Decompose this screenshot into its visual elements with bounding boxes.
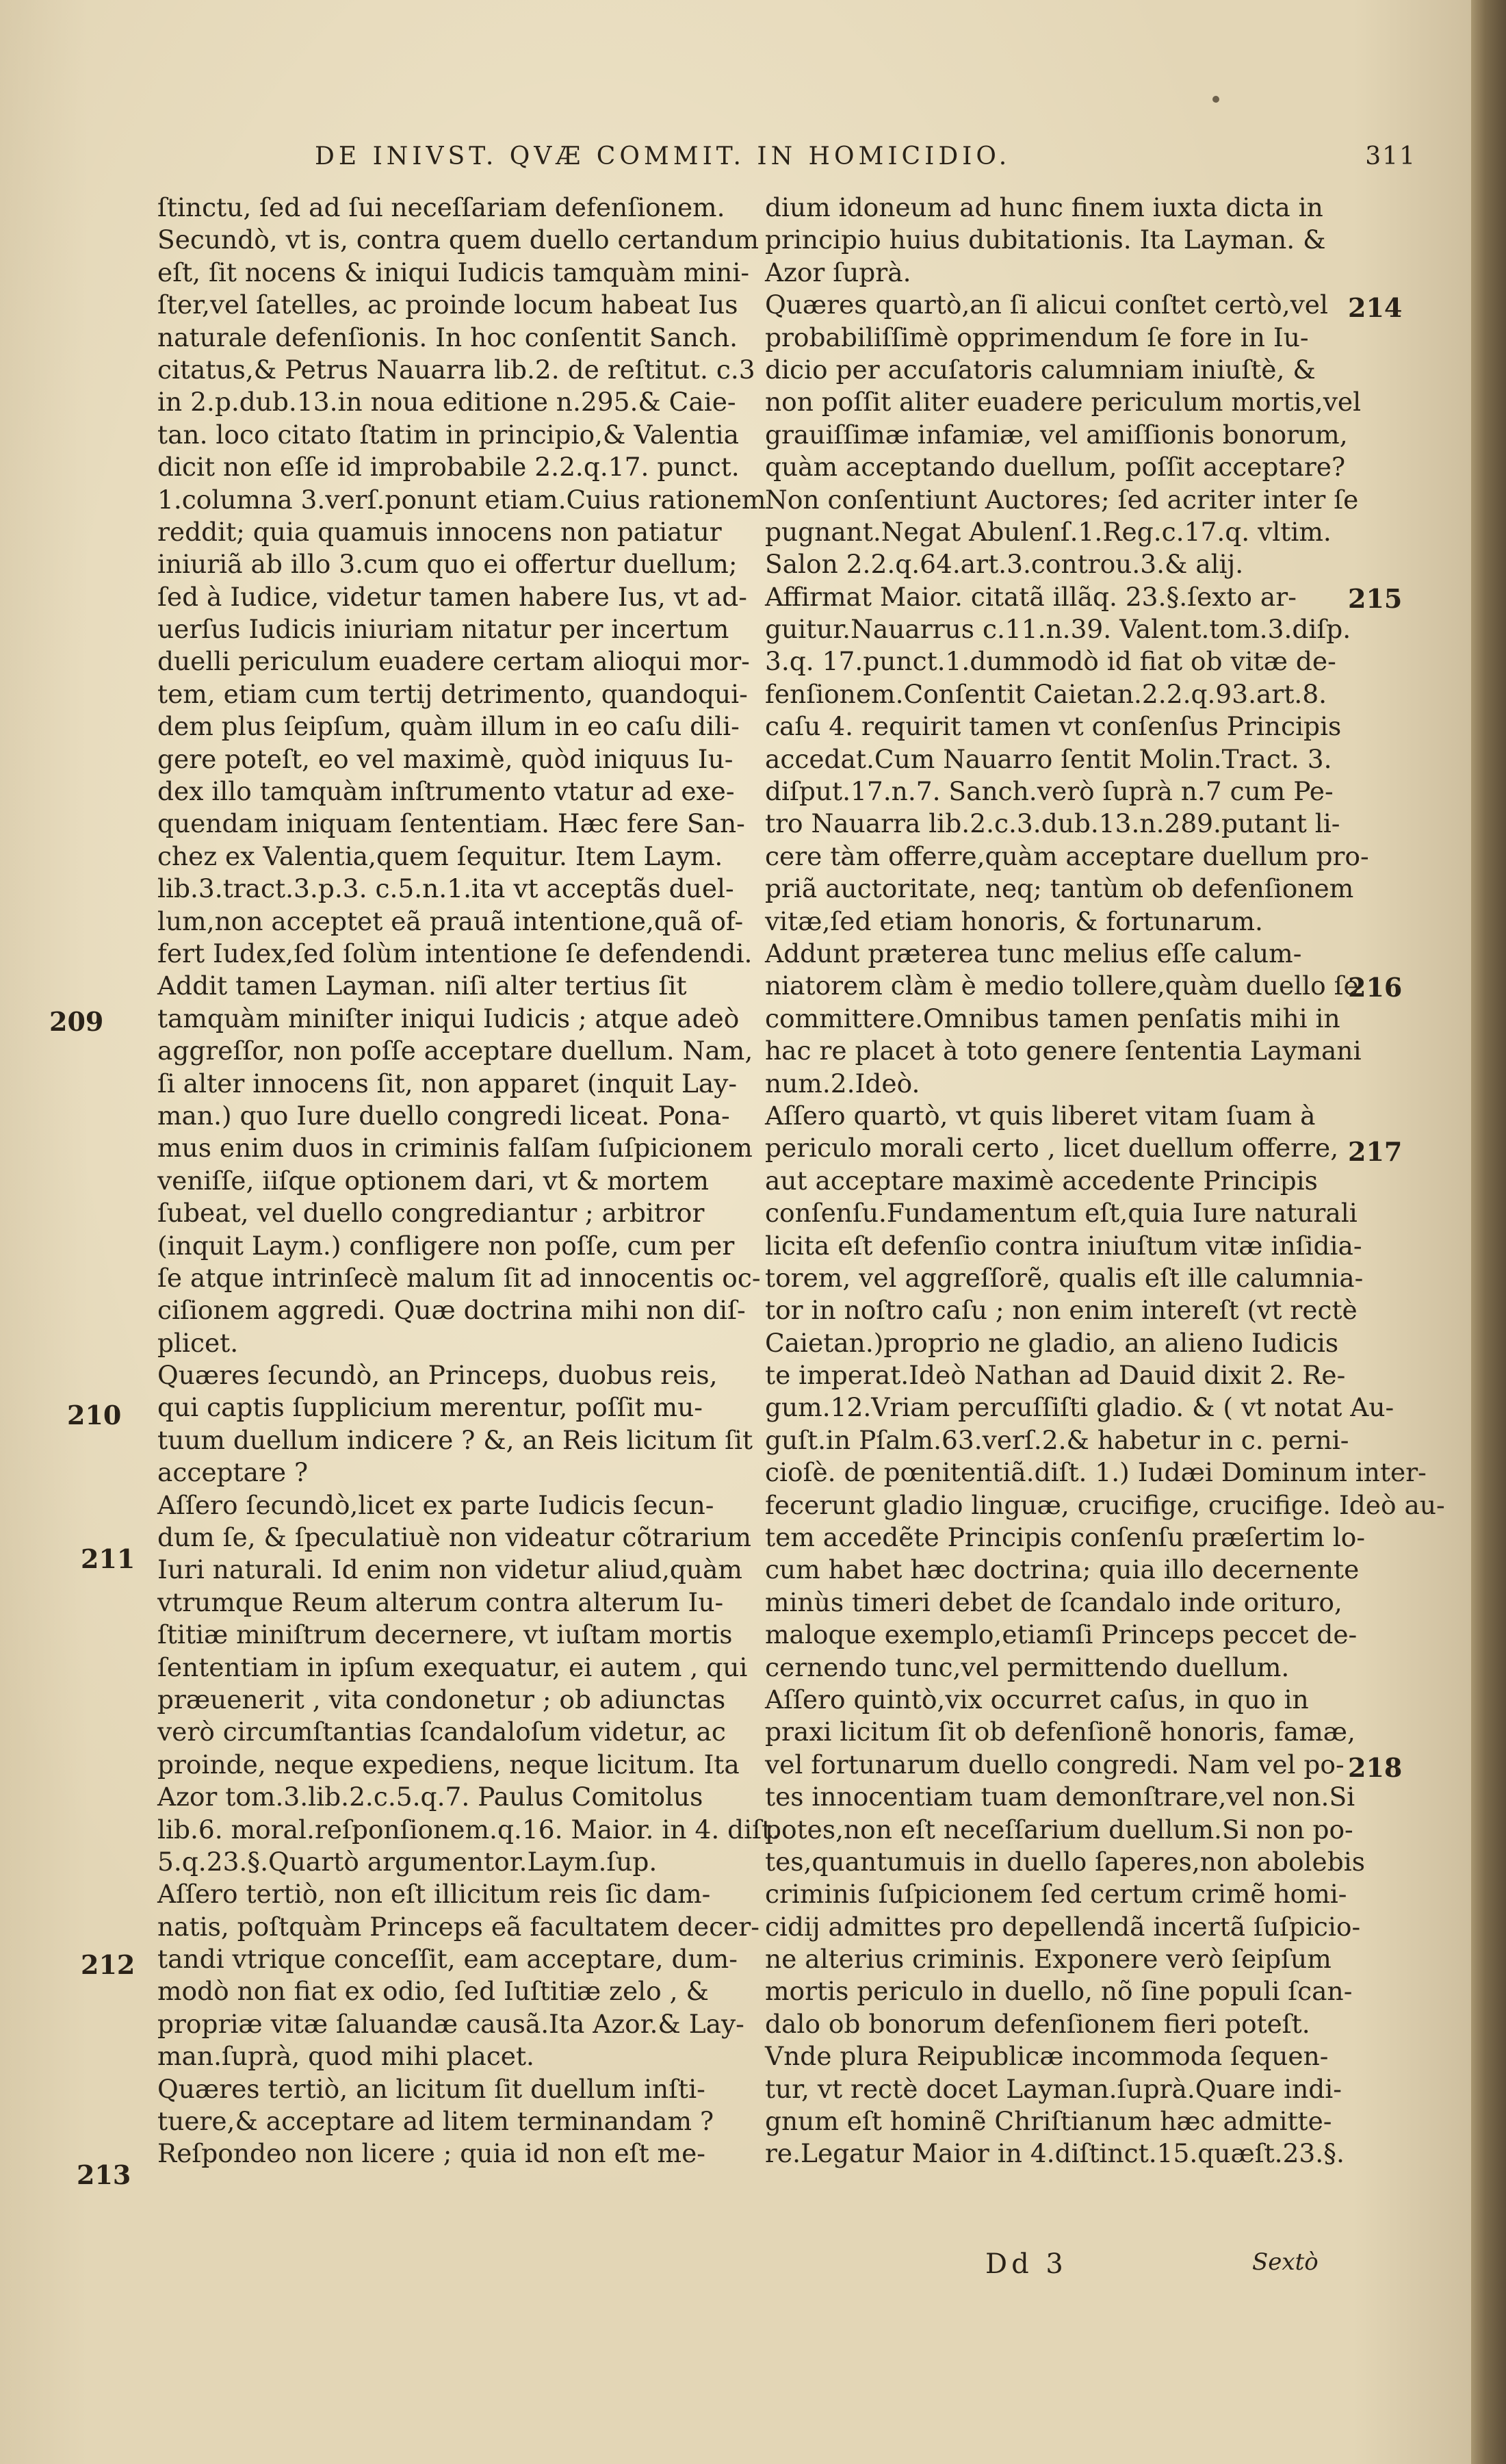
text-line: modò non fiat ex odio, ſed Iuſtitiæ zelo , & (157, 1976, 709, 2007)
text-line: 5.q.23.§.Quartò argumentor.Laym.ſup. (157, 1846, 658, 1877)
text-line: tes,quantumuis in duello ſaperes,non abolebis (765, 1846, 1365, 1877)
text-line: propriæ vitæ ſaluandæ causã.Ita Azor.& Lay- (157, 2008, 744, 2039)
text-line: gere poteſt, eo vel maximè, quòd iniquus Iu- (157, 743, 733, 774)
text-line: Quæres quartò,an ſi alicui conſtet certò,vel (765, 290, 1328, 320)
text-line: ſubeat, vel duello congrediantur ; arbitror (157, 1198, 705, 1229)
margin-number-215: 215 (1348, 583, 1403, 614)
text-line: ſe atque intrinſecè malum ſit ad innocentis oc- (157, 1262, 761, 1293)
text-line: ſi alter innocens ſit, non apparet (inquit Lay- (157, 1068, 738, 1099)
text-line: te imperat.Ideò Nathan ad Dauid dixit 2. Re- (765, 1360, 1346, 1391)
text-line: priã auctoritate, neq; tantùm ob defenſionem (765, 873, 1354, 904)
text-line: Secundò, vt is, contra quem duello certandum (157, 224, 759, 255)
text-line: dalo ob bonorum defenſionem fieri poteſt. (765, 2008, 1310, 2039)
text-line: Aſſero ſecundò,licet ex parte Iudicis ſecun- (157, 1489, 714, 1520)
text-line: ſententiam in ipſum exequatur, ei autem , qui (157, 1652, 748, 1682)
text-line: tandi vtrique conceſſit, eam acceptare, dum- (157, 1944, 738, 1975)
text-line: ſtitiæ miniſtrum decernere, vt iuſtam mortis (157, 1619, 733, 1650)
running-header (157, 142, 1444, 183)
text-line: aut acceptare maximè accedente Principis (765, 1165, 1318, 1196)
text-line: Non conſentiunt Auctores; ſed acriter inter ſe (765, 484, 1359, 515)
text-line: licita eſt defenſio contra iniuſtum vitæ inſidia- (765, 1230, 1362, 1261)
text-line: ſed à Iudice, videtur tamen habere Ius, vt ad- (157, 581, 747, 612)
text-line: tuum duellum indicere ? &, an Reis licitum ſit (157, 1424, 753, 1455)
text-line: ſter,vel ſatelles, ac proinde locum habeat Ius (157, 290, 738, 320)
text-line: plicet. (157, 1327, 239, 1358)
text-line: maloque exemplo,etiamſi Princeps peccet de- (765, 1619, 1358, 1650)
text-line: grauiſſimæ infamiæ, vel amiſſionis bonorum, (765, 419, 1348, 450)
text-line: cum habet hæc doctrina; quia illo decernente (765, 1554, 1360, 1585)
margin-number-218: 218 (1348, 1752, 1403, 1783)
text-line: minùs timeri debet de ſcandalo inde orituro, (765, 1587, 1342, 1617)
text-line: cere tàm offerre,quàm acceptare duellum pro- (765, 840, 1369, 871)
text-line: acceptare ? (157, 1457, 309, 1488)
left-text-column (157, 192, 781, 2170)
text-line: tor in noſtro caſu ; non enim intereſt (vt rectè (765, 1295, 1358, 1326)
page-edge (1471, 0, 1506, 2464)
margin-number-214: 214 (1348, 292, 1403, 323)
text-line: tes innocentiam tuam demonſtrare,vel non.Si (765, 1782, 1355, 1812)
text-line: fert Iudex,ſed ſolùm intentione ſe defendendi. (157, 938, 753, 968)
text-line: tro Nauarra lib.2.c.3.dub.13.n.289.putant li- (765, 808, 1340, 839)
text-line: cioſè. de pœnitentiã.diſt. 1.) Iudæi Dominum inter- (765, 1457, 1427, 1488)
text-line: dium idoneum ad hunc finem iuxta dicta in (765, 192, 1323, 222)
text-line: hac re placet à toto genere ſententia Laymani (765, 1036, 1362, 1066)
catchword: Sextò (1252, 2248, 1319, 2276)
text-line: dicit non eſſe id improbabile 2.2.q.17. punct. (157, 452, 740, 483)
text-line: lum,non acceptet eã prauã intentione,quã of- (157, 906, 744, 936)
text-line: Addunt præterea tunc melius eſſe calum- (765, 938, 1302, 968)
text-line: chez ex Valentia,quem ſequitur. Item Laym. (157, 840, 723, 871)
text-line: tem accedẽte Principis conſenſu præſertim lo- (765, 1522, 1366, 1553)
page-number: 311 (1365, 142, 1416, 170)
text-line: quendam iniquam ſententiam. Hæc fere San- (157, 808, 745, 839)
text-line: qui captis ſupplicium merentur, poſſit mu- (157, 1392, 703, 1423)
text-line: citatus,& Petrus Nauarra lib.2. de reſtitut. c.3 (157, 354, 755, 385)
text-line: lib.6. moral.reſponſionem.q.16. Maior. in 4. diſt. (157, 1814, 781, 1845)
signature-mark: Dd 3 (985, 2248, 1067, 2280)
text-line: guſt.in Pſalm.63.verſ.2.& habetur in c. perni- (765, 1424, 1349, 1455)
text-line: caſu 4. requirit tamen vt conſenſus Principis (765, 711, 1342, 742)
text-line: Aſſero tertiò, non eſt illicitum reis ſic dam- (157, 1879, 711, 1910)
text-line: non poſſit aliter euadere periculum mortis,vel (765, 387, 1362, 418)
ink-spot (1212, 96, 1219, 103)
text-line: tan. loco citato ſtatim in principio,& Valentia (157, 419, 740, 450)
margin-number-213: 213 (77, 2159, 131, 2190)
text-line: pugnant.Negat Abulenſ.1.Reg.c.17.q. vltim. (765, 516, 1332, 547)
text-line: verò circumſtantias ſcandaloſum videtur, ac (157, 1717, 726, 1747)
text-line: uerſus Iudicis iniuriam nitatur per incertum (157, 614, 729, 645)
text-line: tem, etiam cum tertij detrimento, quandoqui- (157, 678, 748, 709)
text-line: dum ſe, & ſpeculatiuè non videatur cõtrarium (157, 1522, 751, 1553)
text-line: conſenſu.Fundamentum eſt,quia Iure naturali (765, 1198, 1358, 1229)
text-line: torem, vel aggreſſorẽ, qualis eſt ille calumnia- (765, 1262, 1364, 1293)
text-line: Aſſero quintò,vix occurret caſus, in quo in (765, 1684, 1309, 1715)
margin-number-209: 209 (49, 1006, 104, 1037)
text-line: principio huius dubitationis. Ita Layman. & (765, 224, 1326, 255)
text-line: num.2.Ideò. (765, 1068, 920, 1099)
text-line: Aſſero quartò, vt quis liberet vitam ſuam à (765, 1100, 1316, 1131)
text-line: niatorem clàm è medio tollere,quàm duello ſe (765, 971, 1359, 1001)
text-line: praxi licitum ſit ob defenſionẽ honoris, famæ, (765, 1717, 1355, 1747)
margin-number-216: 216 (1348, 972, 1403, 1003)
text-line: dem plus ſeipſum, quàm illum in eo caſu dili- (157, 711, 740, 742)
text-line: quàm acceptando duellum, poſſit acceptare? (765, 452, 1346, 483)
text-line: 3.q. 17.punct.1.dummodò id fiat ob vitæ de- (765, 646, 1336, 677)
text-line: guitur.Nauarrus c.11.n.39. Valent.tom.3.diſp. (765, 614, 1351, 645)
text-line: man.) quo Iure duello congredi liceat. Pona- (157, 1100, 730, 1131)
text-line: probabiliſſimè opprimendum ſe fore in Iu- (765, 322, 1309, 352)
text-line: ne alterius criminis. Exponere verò ſeipſum (765, 1944, 1332, 1975)
text-line: proinde, neque expediens, neque licitum. Ita (157, 1749, 740, 1780)
text-line: Iuri naturali. Id enim non videtur aliud,quàm (157, 1554, 742, 1585)
text-line: eſt, ſit nocens & iniqui Iudicis tamquàm mini- (157, 257, 750, 287)
text-line: Salon 2.2.q.64.art.3.controu.3.& alij. (765, 549, 1244, 580)
text-line: duelli periculum euadere certam alioqui mor- (157, 646, 750, 677)
margin-number-212: 212 (81, 1949, 135, 1980)
text-line: accedat.Cum Nauarro ſentit Molin.Tract. 3. (765, 743, 1332, 774)
text-line: vel fortunarum duello congredi. Nam vel po- (765, 1749, 1345, 1780)
text-line: committere.Omnibus tamen penſatis mihi in (765, 1003, 1340, 1034)
text-line: in 2.p.dub.13.in noua editione n.295.& Caie- (157, 387, 736, 418)
text-line: man.ſuprà, quod mihi placet. (157, 2041, 534, 2072)
text-line: reddit; quia quamuis innocens non patiatur (157, 516, 722, 547)
text-line: iniuriã ab illo 3.cum quo ei offertur duellum; (157, 549, 738, 580)
text-line: lib.3.tract.3.p.3. c.5.n.1.ita vt acceptãs duel- (157, 873, 734, 904)
text-line: fenſionem.Conſentit Caietan.2.2.q.93.art.8. (765, 678, 1327, 709)
running-title: DE INIVST. QVÆ COMMIT. IN HOMICIDIO. (315, 142, 1011, 170)
text-line: mus enim duos in criminis falſam ſuſpicionem (157, 1133, 753, 1164)
text-line: mortis periculo in duello, nõ ſine populi ſcan- (765, 1976, 1353, 2007)
text-line: ſtinctu, ſed ad ſui neceſſariam defenſionem. (157, 192, 725, 222)
text-line: tur, vt rectè docet Layman.ſuprà.Quare indi- (765, 2073, 1342, 2104)
text-line: Quæres tertiò, an licitum ſit duellum inſti- (157, 2073, 705, 2104)
text-line: Addit tamen Layman. niſi alter tertius ſit (157, 971, 687, 1001)
text-line: Azor tom.3.lib.2.c.5.q.7. Paulus Comitolus (157, 1782, 703, 1812)
text-line: gnum eſt hominẽ Chriſtianum hæc admitte- (765, 2106, 1332, 2137)
text-line: præuenerit , vita condonetur ; ob adiunctas (157, 1684, 726, 1715)
text-line: natis, poſtquàm Princeps eã facultatem decer- (157, 1911, 760, 1942)
text-line: gum.12.Vriam percuſſiſti gladio. & ( vt notat Au- (765, 1392, 1394, 1423)
text-line: fecerunt gladio linguæ, crucifige, crucifige. Ideò au- (765, 1489, 1445, 1520)
text-line: dex illo tamquàm inſtrumento vtatur ad exe- (157, 776, 735, 807)
text-line: ciſionem aggredi. Quæ doctrina mihi non diſ- (157, 1295, 746, 1326)
text-line: Quæres ſecundò, an Princeps, duobus reis, (157, 1360, 718, 1391)
text-line: tamquàm miniſter iniqui Iudicis ; atque adeò (157, 1003, 740, 1034)
text-line: vitæ,ſed etiam honoris, & fortunarum. (765, 906, 1263, 936)
text-line: criminis ſuſpicionem ſed certum crimẽ homi- (765, 1879, 1347, 1910)
text-line: vtrumque Reum alterum contra alterum Iu- (157, 1587, 724, 1617)
text-line: Affirmat Maior. citatã illãq. 23.§.ſexto ar- (765, 581, 1297, 612)
text-line: Caietan.)proprio ne gladio, an alieno Iudicis (765, 1327, 1339, 1358)
text-line: cidij admittes pro depellendã incertã ſuſpicio- (765, 1911, 1361, 1942)
text-line: dicio per accuſatoris calumniam iniuſtè, & (765, 354, 1316, 385)
margin-number-210: 210 (67, 1400, 122, 1430)
text-line: aggreſſor, non poſſe acceptare duellum. Nam, (157, 1036, 753, 1066)
text-line: periculo morali certo , licet duellum offerre, (765, 1133, 1339, 1164)
text-line: cernendo tunc,vel permittendo duellum. (765, 1652, 1290, 1682)
text-line: veniſſe, iiſque optionem dari, vt & mortem (157, 1165, 709, 1196)
text-line: naturale defenſionis. In hoc conſentit Sanch. (157, 322, 738, 352)
margin-number-217: 217 (1348, 1136, 1403, 1167)
text-line: diſput.17.n.7. Sanch.verò ſuprà n.7 cum Pe- (765, 776, 1334, 807)
text-line: Reſpondeo non licere ; quia id non eſt me- (157, 2138, 705, 2169)
text-line: tuere,& acceptare ad litem terminandam ? (157, 2106, 714, 2137)
text-line: potes,non eſt neceſſarium duellum.Si non po- (765, 1814, 1353, 1845)
text-line: re.Legatur Maior in 4.diſtinct.15.quæſt.23.§. (765, 2138, 1345, 2169)
text-line: Azor ſuprà. (765, 257, 911, 287)
margin-number-211: 211 (81, 1543, 135, 1574)
text-line: (inquit Laym.) confligere non poſſe, cum per (157, 1230, 735, 1261)
text-line: 1.columna 3.verſ.ponunt etiam.Cuius rationem (157, 484, 766, 515)
text-line: Vnde plura Reipublicæ incommoda ſequen- (765, 2041, 1329, 2072)
